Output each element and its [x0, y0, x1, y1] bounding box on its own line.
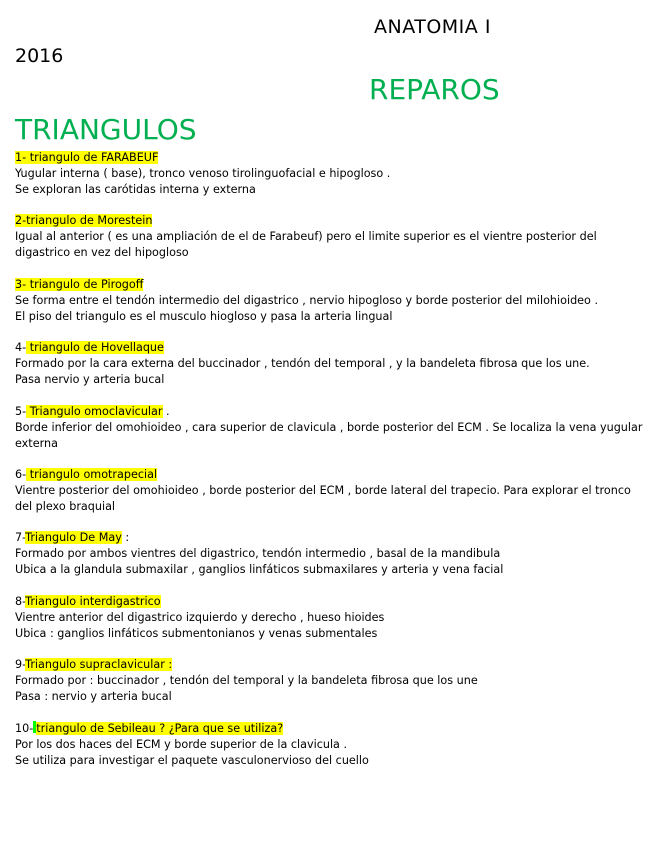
item-suffix: . — [162, 404, 170, 418]
item-title: Triangulo De May — [25, 531, 122, 545]
item-title: triangulo de Hovellaque — [26, 341, 164, 355]
item-title: 3- triangulo de Pirogoff — [15, 277, 144, 291]
list-item — [15, 277, 645, 325]
item-title: triangulo de Sebileau ? ¿Para que se utiliza? — [36, 721, 284, 735]
course-title: ANATOMIA I — [374, 16, 491, 38]
list-item — [15, 213, 645, 261]
item-title: 2-triangulo de Morestein — [15, 214, 153, 228]
item-number: 5- — [15, 404, 27, 418]
item-suffix: : — [121, 531, 130, 545]
item-number: 8- — [15, 594, 26, 608]
topic-heading: TRIANGULOS — [15, 113, 197, 146]
list-item — [15, 340, 645, 388]
list-item — [15, 530, 645, 578]
item-text: Yugular interna ( base), tronco venoso tirolinguofacial e hipogloso . — [15, 167, 391, 180]
list-item — [15, 404, 645, 452]
item-title: Triangulo supraclavicular : — [25, 658, 173, 672]
item-text: Se exploran las carótidas interna y externa — [15, 183, 256, 196]
item-text: Ubica : ganglios linfáticos submentonianos y venas submentales — [15, 626, 378, 640]
list-item — [15, 467, 645, 515]
item-text: Se utiliza para investigar el paquete vasculonervioso del cuello — [15, 753, 369, 767]
item-number: 9- — [15, 658, 26, 672]
item-text: Pasa : nervio y arteria bucal — [15, 690, 172, 704]
section-heading: REPAROS — [369, 73, 500, 106]
item-text: Vientre anterior del digastrico izquierdo y derecho , hueso hioides — [15, 610, 385, 624]
item-title: triangulo omotrapecial — [26, 467, 158, 481]
item-number: 4- — [15, 341, 27, 355]
item-text: Por los dos haces del ECM y borde superior de la clavicula . — [15, 737, 348, 751]
item-text: Formado por la cara externa del buccinador , tendón del temporal , y la bandeleta fibrosa que los une. — [15, 357, 590, 371]
item-text: Ubica a la glandula submaxilar , ganglios linfáticos submaxilares y arteria y vena facial — [15, 563, 504, 577]
triangle-list — [15, 150, 645, 784]
item-title: Triangulo interdigastrico — [25, 594, 161, 608]
list-item — [15, 657, 645, 705]
item-text: Borde inferior del omohioideo , cara superior de clavicula , borde posterior del ECM . Se localiza la vena yugular externa — [15, 420, 643, 450]
item-text: Formado por : buccinador , tendón del temporal y la bandeleta fibrosa que los une — [15, 674, 478, 688]
item-number: 10- — [15, 721, 34, 735]
item-number: 6- — [15, 467, 27, 481]
list-item — [15, 594, 645, 642]
year: 2016 — [15, 45, 64, 67]
list-item — [15, 721, 645, 769]
item-title: 1- triangulo de FARABEUF — [15, 151, 159, 164]
item-text: Se forma entre el tendón intermedio del digastrico , nervio hipogloso y borde posterior del milohioideo . — [15, 293, 599, 307]
item-text: Vientre posterior del omohioideo , borde posterior del ECM , borde lateral del trapecio. Para explorar el tronco del plexo braquial — [15, 483, 631, 513]
item-text: Formado por ambos vientres del digastrico, tendón intermedio , basal de la mandibula — [15, 547, 501, 561]
list-item — [15, 150, 645, 198]
item-text: Pasa nervio y arteria bucal — [15, 373, 165, 387]
item-text: Igual al anterior ( es una ampliación de el de Farabeuf) pero el limite superior es el vientre posterior del digastrico en vez del hipogloso — [15, 230, 597, 260]
item-number: 7- — [15, 531, 26, 545]
item-title: Triangulo omoclavicular — [26, 404, 163, 418]
item-text: El piso del triangulo es el musculo hiogloso y pasa la arteria lingual — [15, 309, 393, 323]
